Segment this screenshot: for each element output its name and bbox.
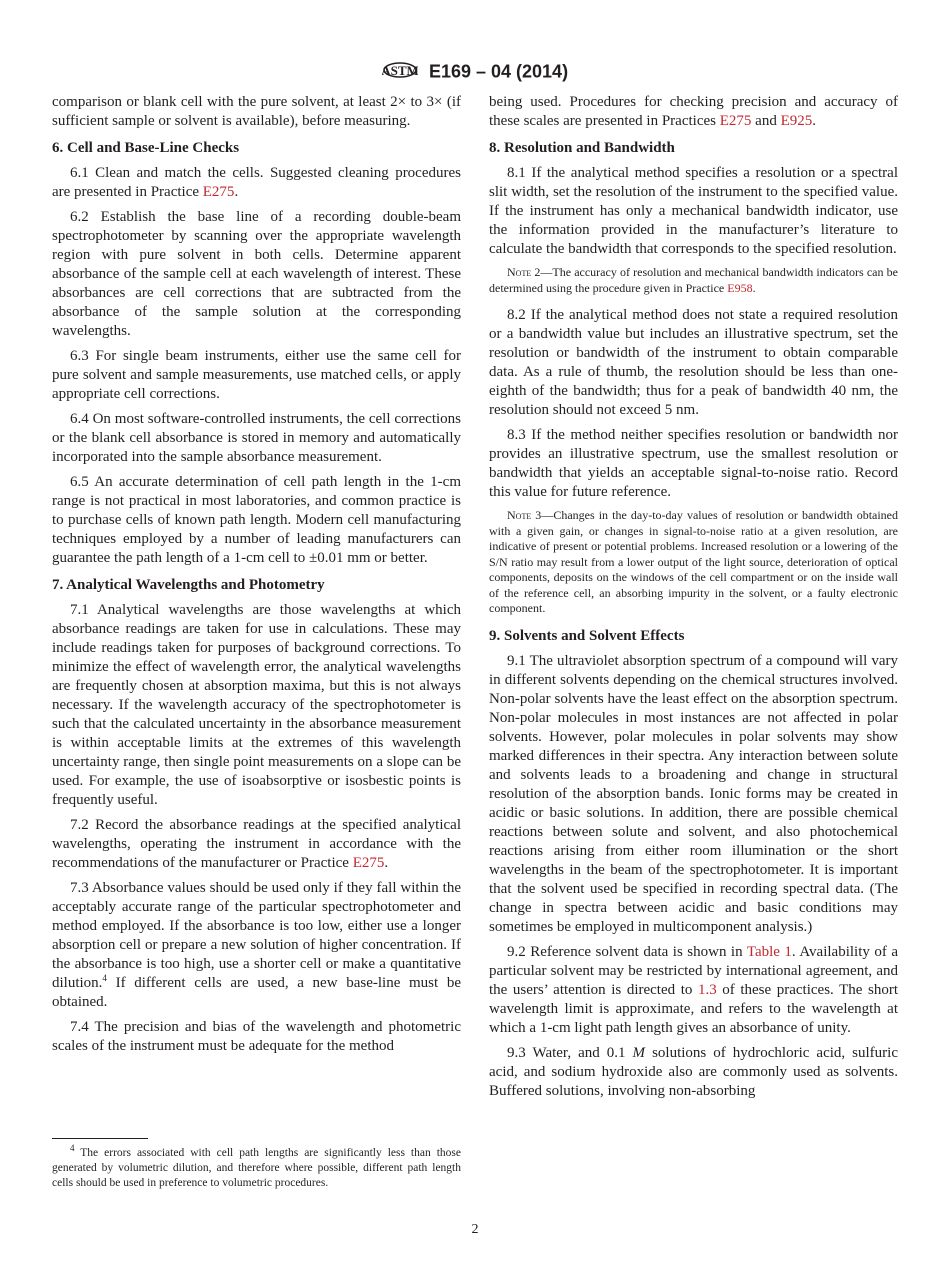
text-run: M — [632, 1044, 646, 1061]
text-run: . — [752, 280, 756, 295]
paragraph — [489, 652, 898, 937]
reference-link[interactable]: E275 — [202, 184, 235, 200]
text-run: 6.4 On most software-controlled instruments, the cell corrections or the blank cell absorbance is stored in memory and automatically incorporated into the sample absorbance measurement. — [52, 411, 461, 465]
text-run: 6.3 For single beam instruments, either use the same cell for pure solvent and sample measurements, use matched cells, or apply appropriate cell corrections. — [52, 348, 461, 402]
reference-link[interactable]: E958 — [727, 280, 753, 295]
paragraph — [52, 473, 461, 568]
document-designation: E169 – 04 (2014) — [428, 61, 569, 82]
note — [489, 508, 898, 617]
note-label: Note 2 — [507, 265, 541, 279]
section-heading — [52, 139, 461, 158]
text-run: . — [384, 855, 389, 871]
text-run: being used. Procedures for checking precision and accuracy of these scales are presented in Practices — [489, 94, 898, 129]
text-run: of these practices. The short wavelength limit is approximate, and refers to the wavelength at which a 1-cm light path length gives an absorbance of unity. — [489, 981, 898, 1036]
paragraph — [489, 164, 898, 259]
text-run: 9. Solvents and Solvent Effects — [489, 627, 685, 644]
text-run: 7.1 Analytical wavelengths are those wavelengths at which absorbance readings are taken for use in calculations. These may include readings taken for purposes of background corrections. To minimize the effect of wavelength error, the analytical wavelengths are frequently chosen at absorption maxima, but this is not always necessary. If the wavelength accuracy of the spectrophotometer is such that the calculated uncertainty in the absorbance measurement is within acceptable limits at the extremes of this wavelength uncertainty range, then single point measurements on a slope can be used. For example, the use of isoabsorptive or isosbestic points is frequently useful. — [52, 602, 461, 808]
paragraph — [52, 1018, 461, 1056]
section-heading — [52, 576, 461, 595]
text-run: . — [812, 113, 816, 129]
right-column — [489, 93, 898, 1107]
text-run: 8.3 If the method neither specifies resolution or bandwidth nor provides an illustrative spectrum, use the smallest resolution or bandwidth that yields an acceptable signal-to-noise ratio. Record this value for future reference. — [489, 427, 898, 500]
text-run: 7. Analytical Wavelengths and Photometry — [52, 577, 325, 593]
text-run: and — [751, 113, 781, 129]
text-run: —The accuracy of resolution and mechanical bandwidth indicators can be determined using the procedure given in Practice — [489, 265, 898, 295]
text-run: 6.1 Clean and match the cells. Suggested cleaning procedures are presented in Practice — [52, 165, 461, 200]
astm-logo-icon — [382, 56, 418, 89]
text-run: 9.3 Water, and 0.1 — [507, 1044, 633, 1061]
text-run: 6.2 Establish the base line of a recording double-beam spectrophotometer by scanning over the appropriate wavelength region with pure solvent in both cells. Determine apparent absorbance of the sample cell at each wavelength of interest. These absorbances are cell corrections that are subtracted from the absorbance of the sample solution at the corresponding wavelengths. — [52, 209, 461, 339]
text-run: 7.3 Absorbance values should be used only if they fall within the acceptably accurate range of the particular spectrophotometer and method employed. If the absorbance is too low, either use a longer absorption cell or prepare a new solution of higher concentration. If the absorbance is too high, use a shorter cell or make a quantitative dilution. — [52, 880, 461, 991]
text-run: 7.4 The precision and bias of the wavelength and photometric scales of the instrument must be adequate for the method — [52, 1019, 461, 1054]
footnote-reference: 4 — [102, 973, 107, 983]
reference-link[interactable]: Table 1 — [746, 943, 792, 960]
text-run: 6.5 An accurate determination of cell path length in the 1-cm range is not practical in most laboratories, and common practice is to purchase cells of known path length. Modern cell manufacturing techniques employed by a number of leading manufacturers can guarantee the path length of a 1-cm cell to ±0.01 mm or better. — [52, 474, 461, 566]
reference-link[interactable]: 1.3 — [697, 981, 717, 998]
reference-link[interactable]: E275 — [719, 113, 752, 129]
text-run: solutions of hydrochloric acid, sulfuric acid, and sodium hydroxide also are commonly used as solvents. Buffered solutions, involving non-absorbing — [489, 1044, 898, 1099]
footnote-divider — [52, 1138, 148, 1139]
paragraph — [52, 93, 461, 131]
note — [489, 265, 898, 296]
svg-text:ASTM: ASTM — [381, 63, 418, 78]
paragraph — [52, 164, 461, 202]
text-run: . — [234, 184, 239, 200]
text-run: 7.2 Record the absorbance readings at the specified analytical wavelengths, operating the instrument in accordance with the recommendations of the manufacturer or Practice — [52, 817, 461, 871]
paragraph — [52, 879, 461, 1012]
text-run: 8. Resolution and Bandwidth — [489, 140, 675, 156]
text-run: comparison or blank cell with the pure solvent, at least 2× to 3× (if sufficient sample or solvent is available), before measuring. — [52, 94, 461, 129]
reference-link[interactable]: E925 — [780, 113, 813, 129]
text-run: 9.1 The ultraviolet absorption spectrum of a compound will vary in different solvents depending on the chemical structures involved. Non-polar solvents have the least effect on the absorption spectrum. Non-polar molecules in most instances are not affected in polar solvents. However, polar molecules in polar solvents may show marked differences in their spectra. Any interaction between solute and solvents leads to a broadening and change in structural resolution of the absorption bands. Ionic forms may be created in acidic or basic solutions. In addition, there are possible chemical reactions between solute and solvent, and also photochemical reactions arising from either room illumination or the short wavelengths in the beam of the spectrophotometer. It is important that the solvent used be specified in recording spectral data. (The change in spectra between acidic and basic conditions may sometimes be employed in multicomponent analysis.) — [489, 652, 898, 935]
text-run: 8.2 If the analytical method does not state a required resolution or a bandwidth value but includes an illustrative spectrum, set the resolution or bandwidth of the instrument to obtain comparable data. As a rule of thumb, the resolution should be less than one-eighth of the bandwidth; thus for a peak of bandwidth 40 nm, the resolution should not exceed 5 nm. — [489, 307, 898, 418]
page-number: 2 — [471, 1222, 479, 1237]
paragraph — [52, 347, 461, 404]
paragraph — [489, 306, 898, 420]
paragraph — [52, 410, 461, 467]
text-run: If different cells are used, a new base-line must be obtained. — [52, 975, 461, 1010]
footnote-text: The errors associated with cell path lengths are significantly less than those generated by volumetric dilution, and therefore where possible, different path length cells should be used in preference to volumetric procedures. — [52, 1147, 461, 1189]
paragraph — [489, 1044, 898, 1101]
reference-link[interactable]: E275 — [352, 855, 385, 871]
section-heading — [489, 627, 898, 646]
note-label: Note 3 — [507, 508, 542, 522]
text-run: 6. Cell and Base-Line Checks — [52, 140, 240, 156]
document-header — [0, 56, 950, 89]
footnote — [52, 1143, 461, 1191]
footnote-mark: 4 — [70, 1143, 75, 1154]
text-run: 9.2 Reference solvent data is shown in — [507, 943, 747, 960]
text-run: 8.1 If the analytical method specifies a resolution or a spectral slit width, set the resolution of the instrument to the specified value. If the instrument has only a mechanical bandwidth indicator, use the information provided in the manufacturer’s literature to calculate the bandwidth that corresponds to the specified resolution. — [489, 165, 898, 257]
section-heading — [489, 139, 898, 158]
paragraph — [489, 426, 898, 502]
paragraph — [489, 93, 898, 131]
text-run: —Changes in the day-to-day values of resolution or bandwidth obtained with a given gain, or changes in signal-to-noise ratio at a given resolution, are indicative of present or potential problems. Increased resolution or a lowering of the S/N ratio may result from a lower output of the light source, deterioration of optical components, deposits on the windows of the cell compartment or on the inside wall of the reference cell, an absorbing impurity in the solvent, or a faulty electronic component. — [489, 508, 899, 615]
paragraph — [52, 816, 461, 873]
left-column — [52, 93, 461, 1062]
paragraph — [52, 601, 461, 810]
paragraph — [52, 208, 461, 341]
paragraph — [489, 943, 898, 1038]
text-run: . Availability of a particular solvent may be restricted by international agreement, and the users’ attention is directed to — [489, 943, 898, 998]
